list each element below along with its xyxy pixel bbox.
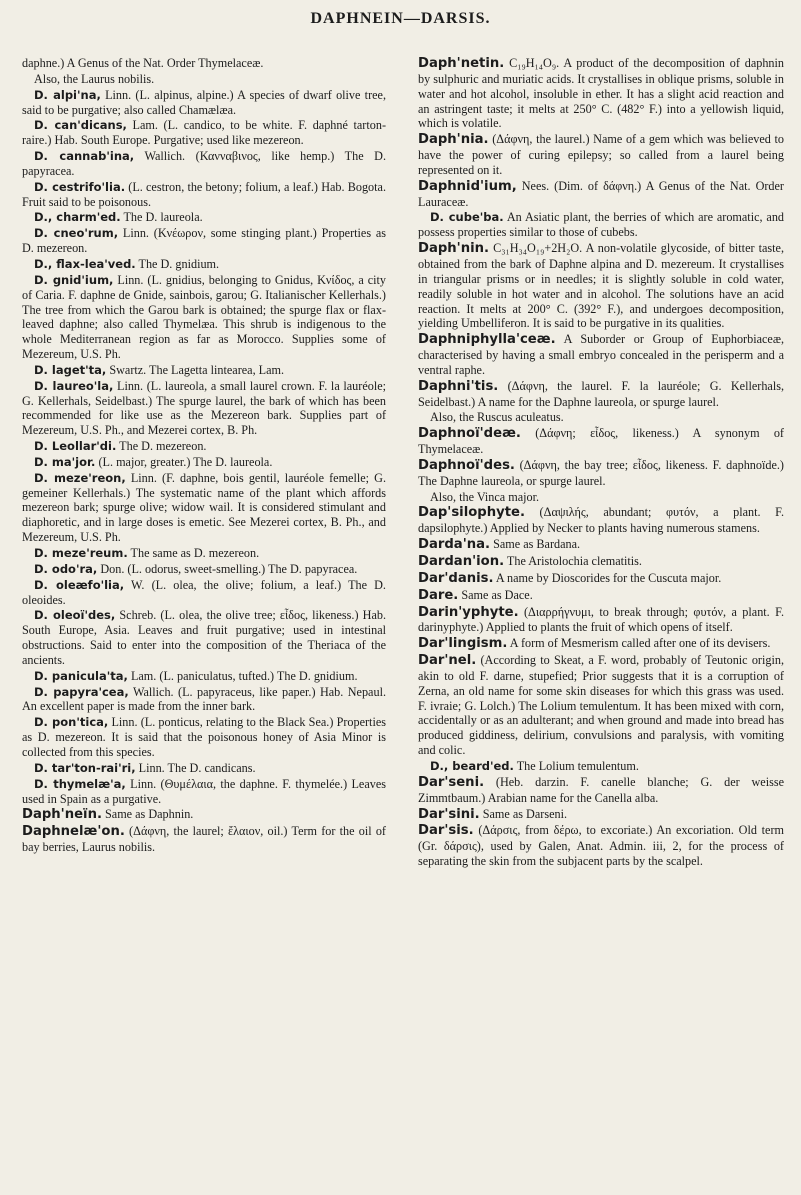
entry-headword: Dardan'ion. [418, 554, 505, 569]
dictionary-entry [418, 505, 784, 536]
entry-headword: D. oleæfo'lia, [34, 577, 125, 592]
dictionary-entry [418, 775, 784, 806]
dictionary-entry [22, 562, 386, 577]
dictionary-entry [418, 554, 784, 570]
dictionary-entry [22, 455, 386, 470]
entry-definition: Linn. (L. gnidius, belonging to Gnidus, Κνίδος, a city of Caria. F. daphne de Gnide, sainbois, garou; G. Italianischer Kellerhals.) The tree from which the Garou bark is obtained; the spurge flax or flax-leaved daphne; also called Thymelæa. This shrub is indigenous to the whole Mediterranean region as far as Morocco. Supplies some of Mezereum, U.S. Ph. [22, 272, 386, 362]
left-column [22, 56, 386, 856]
entry-definition: daphne.) A Genus of the Nat. Order Thymelaceæ. [22, 56, 264, 70]
entry-definition: Linn. (L. laureola, a small laurel crown. F. la lauréole; G. Kellerhals, Seidelbast.) The spurge laurel, the bark of which has been recommended for like use as the Mezereon bark. Supplies part of Mezereum, U.S. Ph., and Mezerei cortex, B. Ph. [22, 378, 386, 438]
dictionary-entry [22, 226, 386, 256]
entry-headword: D. panicula'ta, [34, 668, 128, 683]
entry-definition: An Asiatic plant, the berries of which are aromatic, and possess properties similar to those of cubebs. [418, 210, 785, 240]
entry-headword: Darda'na. [418, 537, 491, 553]
entry-definition: Linn. (Κνέωρον, some stinging plant.) Properties as D. mezereon. [22, 226, 386, 256]
dictionary-entry [418, 571, 784, 587]
entry-headword: D. odo'ra, [34, 561, 98, 576]
entry-headword: D. pon'tica, [34, 715, 109, 730]
entry-headword: Dar'nel. [418, 653, 477, 669]
dictionary-entry [418, 210, 784, 240]
entry-headword: D., flax-lea'ved. [34, 256, 136, 271]
entry-headword: D. cneo'rum, [34, 226, 119, 241]
entry-headword: D. cannab'ina, [34, 149, 135, 164]
entry-headword: Dap'silophyte. [418, 505, 525, 521]
dictionary-entry [418, 588, 784, 604]
dictionary-entry [418, 458, 784, 489]
entry-definition: A name by Dioscorides for the Cuscuta major. [493, 570, 722, 585]
dictionary-entry [22, 257, 386, 272]
dictionary-entry [22, 824, 386, 855]
entry-headword: Daphnid'ium, [418, 178, 517, 194]
dictionary-entry [418, 653, 784, 758]
entry-headword: D. ma'jor. [34, 454, 96, 469]
dictionary-entry [418, 636, 784, 652]
entry-definition: (Heb. darzin. F. canelle blanche; G. der weisse Zimmtbaum.) Arabian name for the Canella alba. [418, 774, 784, 805]
entry-headword: Daphniphylla'ceæ. [418, 332, 556, 348]
dictionary-entry [418, 332, 784, 378]
entry-definition: The D. mezereon. [116, 439, 207, 454]
dictionary-entry [418, 179, 784, 210]
entry-headword: Daph'nia. [418, 132, 489, 148]
entry-definition: (Δάρσις, from δέρω, to excoriate.) An excoriation. Old term (Gr. δάρσις), used by Galen, Anat. Admin. iii, 2, for the process of separating the skin from the subjacent parts by the scalpel. [418, 823, 784, 869]
entry-headword: Dar'seni. [418, 774, 485, 790]
entry-headword: D. cube'ba. [430, 210, 504, 225]
entry-headword: D. alpi'na, [34, 87, 101, 102]
entry-definition: C₁₉H₁₄O₉. A product of the decomposition of daphnin by sulphuric and muriatic acids. It crystallises in oblique prisms, soluble in water and hot alcohol, insoluble in ether. It has a slight acid reaction and an astringent taste; it melts at 250° C. (482° F.) into a yellowish liquid, which is volatile. [418, 56, 784, 131]
dictionary-entry [22, 608, 386, 667]
running-header: DAPHNEIN—DARSIS. [310, 10, 491, 27]
entry-headword: Dar'sini. [418, 806, 480, 822]
entry-definition: (Δαψιλής, abundant; φυτόν, a plant. F. dapsilophyte.) Applied by Necker to plants having numerous stamens. [418, 505, 784, 536]
entry-headword: Daphni'tis. [418, 378, 499, 394]
dictionary-entry [22, 471, 386, 545]
entry-headword: Daphnoï'deæ. [418, 426, 521, 442]
entry-definition: The D. gnidium. [135, 256, 220, 271]
dictionary-entry [22, 273, 386, 362]
entry-headword: D. meze'reum. [34, 546, 128, 560]
dictionary-entry [418, 241, 784, 331]
dictionary-entry [22, 777, 386, 807]
entry-headword: D. Leollar'di. [34, 439, 117, 454]
dictionary-entry [418, 759, 784, 774]
dictionary-entry [418, 537, 784, 553]
entry-definition: Linn. (L. alpinus, alpine.) A species of dwarf olive tree, said to be purgative; also called Chamælæa. [22, 87, 386, 117]
entry-definition: (Διαρρήγνυμι, to break through; φυτόν, a plant. F. darinyphyte.) Applied to plants the fruit of which opens of itself. [418, 604, 784, 635]
entry-definition: Also, the Vinca major. [430, 489, 540, 504]
entry-definition: Linn. (Θυμέλαια, the daphne. F. thymelée.) Leaves used in Spain as a purgative. [22, 776, 386, 806]
dictionary-entry [22, 715, 386, 760]
entry-definition: Same as Bardana. [490, 537, 581, 552]
entry-definition: Linn. The D. candicans. [135, 760, 256, 775]
dictionary-entry [418, 490, 784, 505]
entry-headword: D. thymelæ'a, [34, 776, 126, 791]
entry-definition: (Δάφνη, the laurel. F. la lauréole; G. Kellerhals, Seidelbast.) A name for the Daphne laureola, or spurge laurel. [418, 378, 784, 409]
entry-headword: Daph'nin. [418, 241, 490, 257]
dictionary-entry [22, 363, 386, 378]
entry-headword: Daphnoï'des. [418, 457, 515, 473]
dictionary-entry [22, 685, 386, 715]
entry-headword: D., charm'ed. [34, 210, 121, 225]
entry-headword: D. papyra'cea, [34, 684, 129, 699]
dictionary-entry [22, 56, 386, 71]
entry-definition: Wallich. (L. papyraceus, like paper.) Hab. Nepaul. An excellent paper is made from the inner bark. [22, 684, 386, 714]
entry-definition: W. (L. olea, the olive; folium, a leaf.) The D. oleoides. [22, 577, 386, 607]
entry-headword: D. meze'reon, [34, 470, 126, 485]
dictionary-entry [22, 807, 386, 823]
right-column [418, 56, 784, 870]
entry-definition: Swartz. The Lagetta lintearea, Lam. [106, 362, 285, 377]
dictionary-entry [22, 439, 386, 454]
entry-headword: Dare. [418, 587, 459, 603]
entry-definition: The same as D. mezereon. [127, 546, 260, 560]
entry-definition: Lam. (L. paniculatus, tufted.) The D. gnidium. [127, 668, 358, 683]
dictionary-entry [22, 669, 386, 684]
entry-definition: Same as Daphnin. [101, 807, 194, 822]
dictionary-entry [418, 379, 784, 410]
entry-definition: (Δάφνη; εἶδος, likeness.) A synonym of Thymelaceæ. [418, 426, 784, 457]
dictionary-entry [22, 379, 386, 438]
entry-headword: D. cestrifo'lia. [34, 179, 126, 194]
entry-definition: C₃₁H₃₄O₁₉+2H₂O. A non-volatile glycoside, of bitter taste, obtained from the bark of Daphne alpina and D. mezereum. It crystallises in triangular prisms or in needles; it is slightly soluble in cold water, readily soluble in hot water and in alcohol. The solutions have an acid reaction. It melts at 200° C. (392° F.), and undergoes decomposition, yielding Umbelliferon. It is said to be purgative in its qualities. [418, 241, 784, 331]
dictionary-entry [418, 823, 784, 869]
entry-definition: (Δάφνη, the laurel; ἔλαιον, oil.) Term for the oil of bay berries, Laurus nobilis. [22, 824, 386, 855]
dictionary-entry [22, 118, 386, 148]
entry-headword: Daph'netin. [418, 56, 505, 71]
entry-definition: Nees. (Dim. of δάφνη.) A Genus of the Nat. Order Lauraceæ. [418, 178, 784, 209]
dictionary-entry [22, 578, 386, 608]
entry-headword: D. can'dicans, [34, 118, 127, 133]
entry-definition: (Δάφνη, the laurel.) Name of a gem which was believed to have the power of curing epilepsy; so called from a laurel being represented on it. [418, 132, 784, 177]
dictionary-entry [418, 426, 784, 457]
dictionary-entry [22, 149, 386, 179]
entry-definition: The Lolium temulentum. [513, 758, 639, 773]
entry-definition: The D. laureola. [120, 210, 203, 225]
dictionary-entry [22, 546, 386, 561]
entry-definition: The Aristolochia clematitis. [504, 554, 642, 568]
entry-definition: Schreb. (L. olea, the olive tree; εἶδος, likeness.) Hab. South Europe, Asia. Leaves and fruit purgative; used in intestinal obstructions. Said to enter into the composition of the Theriaca of the ancients. [22, 608, 386, 667]
dictionary-entry [418, 410, 784, 425]
entry-definition: Also, the Laurus nobilis. [34, 71, 155, 86]
entry-headword: D. tar'ton-rai'ri, [34, 760, 136, 775]
entry-headword: D. laget'ta, [34, 362, 107, 377]
dictionary-entry [418, 605, 784, 636]
entry-headword: Daph'neïn. [22, 807, 102, 823]
entry-headword: D. oleoï'des, [34, 608, 116, 623]
dictionary-entry [418, 132, 784, 178]
dictionary-entry [22, 761, 386, 776]
dictionary-entry [418, 807, 784, 823]
entry-definition: (Δάφνη, the bay tree; εἶδος, likeness. F. daphnoïde.) The Daphne laureola, or spurge laurel. [418, 457, 784, 488]
dictionary-entry [22, 180, 386, 210]
entry-headword: Dar'lingism. [418, 636, 508, 652]
entry-definition: A form of Mesmerism called after one of its devisers. [507, 636, 771, 651]
entry-headword: Dar'sis. [418, 823, 474, 839]
entry-headword: Daphnelæ'on. [22, 824, 125, 840]
dictionary-entry [22, 210, 386, 225]
entry-headword: D., beard'ed. [430, 758, 514, 773]
entry-headword: Dar'danis. [418, 570, 494, 586]
entry-headword: Darin'yphyte. [418, 604, 519, 620]
entry-headword: D. gnid'ium, [34, 272, 114, 287]
entry-headword: D. laureo'la, [34, 378, 114, 393]
dictionary-entry [22, 88, 386, 118]
entry-definition: Linn. (L. ponticus, relating to the Black Sea.) Properties as D. mezereon. It is said that the poisonous honey of Asia Minor is collected from this species. [22, 715, 386, 759]
entry-definition: (According to Skeat, a F. word, probably of Teutonic origin, akin to old F. darne, stupefied; Prior suggests that it is a corruption of Zerna, an old name for some skin diseases for which this grass was used. F. ivraie; G. Lolch.) The Lolium temulentum. It has been mixed with corn, accidentally or as an adulterant; and when ground and made into bread has produced giddiness, delirium, convulsions and paralysis, with vomiting and colic. [418, 653, 784, 758]
entry-definition: Also, the Ruscus aculeatus. [430, 410, 564, 425]
dictionary-entry [418, 56, 784, 131]
entry-definition: Wallich. (Κανναβινος, like hemp.) The D. papyracea. [22, 149, 386, 178]
entry-definition: Lam. (L. candico, to be white. F. daphné tarton-raire.) Hab. South Europe. Purgative; used like mezereon. [22, 118, 386, 148]
entry-definition: (L. cestron, the betony; folium, a leaf.) Hab. Bogota. Fruit said to be poisonous. [22, 179, 386, 209]
entry-definition: Linn. (F. daphne, bois gentil, lauréole femelle; G. gemeiner Kellerhals.) The systematic name of the plant which affords mezereon bark; spurge olive; widow wail. It is considered stimulant and diaphoretic, and in large doses is emetic. See Mezerei cortex, B. Ph., and Mezereum, U.S. Ph. [22, 470, 386, 545]
entry-definition: Same as Dace. [458, 587, 533, 602]
entry-definition: Same as Darseni. [479, 806, 568, 821]
dictionary-entry [22, 72, 386, 87]
entry-definition: Don. (L. odorus, sweet-smelling.) The D. papyracea. [97, 561, 358, 576]
entry-definition: (L. major, greater.) The D. laureola. [95, 454, 273, 469]
entry-definition: A Suborder or Group of Euphorbiaceæ, characterised by having a small embryo concealed in the perisperm and a ventral raphe. [418, 332, 784, 377]
